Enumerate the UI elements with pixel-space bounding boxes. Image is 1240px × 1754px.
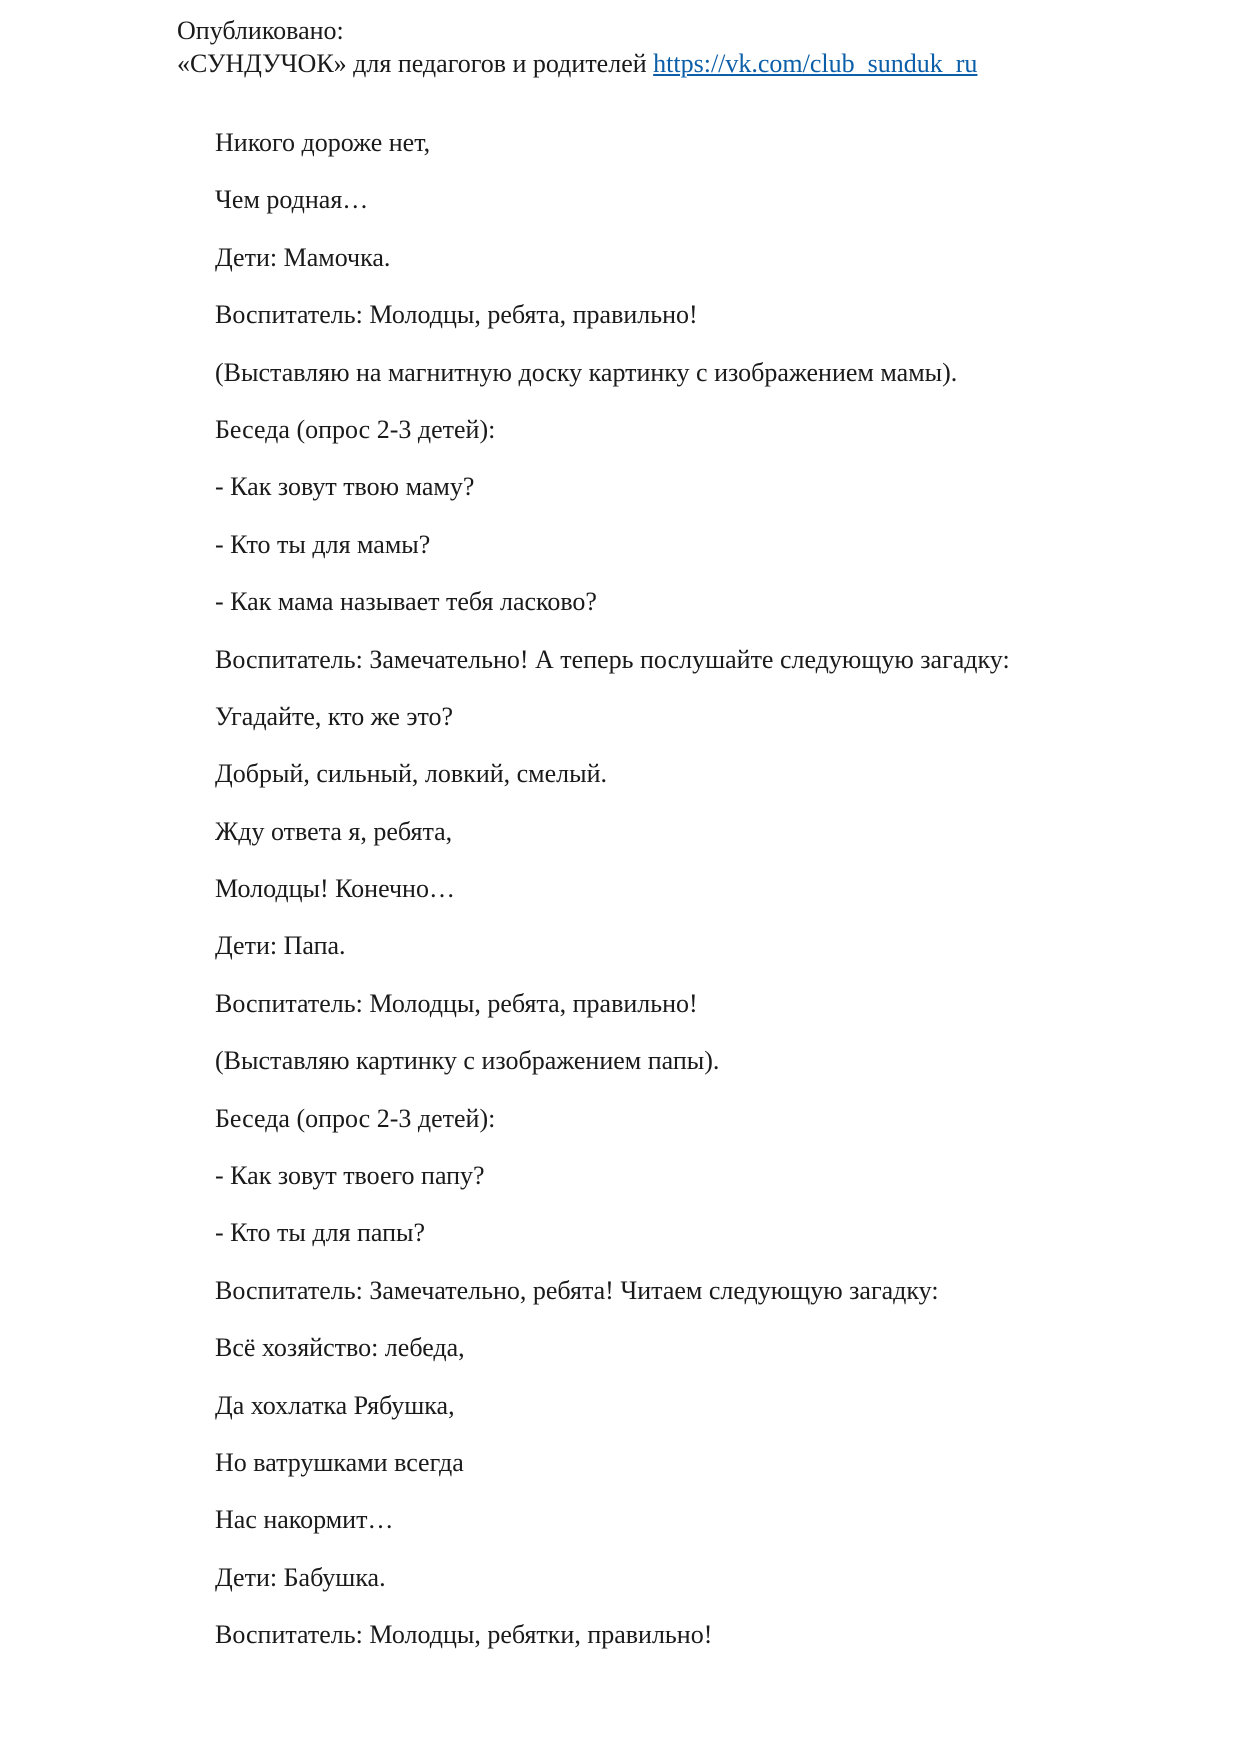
text-line: - Как зовут твою маму? bbox=[215, 472, 475, 502]
text-line: Добрый, сильный, ловкий, смелый. bbox=[215, 759, 608, 789]
publication-header bbox=[177, 14, 977, 80]
text-line: - Кто ты для мамы? bbox=[215, 529, 431, 559]
text-line: Угадайте, кто же это? bbox=[215, 701, 454, 731]
source-link[interactable]: https://vk.com/club_sunduk_ru bbox=[653, 49, 978, 78]
text-line: - Как зовут твоего папу? bbox=[215, 1161, 485, 1191]
text-line: Беседа (опрос 2-3 детей): bbox=[215, 1103, 496, 1133]
text-line: - Как мама называет тебя ласково? bbox=[215, 587, 597, 617]
text-line: Воспитатель: Молодцы, ребята, правильно! bbox=[215, 300, 698, 330]
text-line: (Выставляю картинку с изображением папы). bbox=[215, 1046, 720, 1076]
text-line: Нас накормит… bbox=[215, 1505, 394, 1535]
text-line: Молодцы! Конечно… bbox=[215, 874, 455, 904]
text-line: Всё хозяйство: лебеда, bbox=[215, 1333, 465, 1363]
text-line: - Кто ты для папы? bbox=[215, 1218, 426, 1248]
text-line: Чем родная… bbox=[215, 185, 369, 215]
text-line: Да хохлатка Рябушка, bbox=[215, 1390, 455, 1420]
text-line: Беседа (опрос 2-3 детей): bbox=[215, 414, 496, 444]
source-text: «СУНДУЧОК» для педагогов и родителей bbox=[177, 49, 647, 78]
text-line: Воспитатель: Замечательно! А теперь послушайте следующую загадку: bbox=[215, 644, 1010, 674]
text-line: Дети: Бабушка. bbox=[215, 1562, 386, 1592]
published-label: Опубликовано: bbox=[177, 16, 344, 45]
text-line: Воспитатель: Молодцы, ребята, правильно! bbox=[215, 988, 698, 1018]
text-line: Дети: Мамочка. bbox=[215, 242, 391, 272]
text-line: Жду ответа я, ребята, bbox=[215, 816, 453, 846]
source-line bbox=[177, 47, 977, 80]
text-line: Дети: Папа. bbox=[215, 931, 346, 961]
text-line: Но ватрушками всегда bbox=[215, 1447, 464, 1477]
text-line: Воспитатель: Замечательно, ребята! Читаем следующую загадку: bbox=[215, 1275, 939, 1305]
text-line: (Выставляю на магнитную доску картинку с изображением мамы). bbox=[215, 357, 958, 387]
text-line: Воспитатель: Молодцы, ребятки, правильно! bbox=[215, 1620, 713, 1650]
text-line: Никого дороже нет, bbox=[215, 128, 431, 157]
document-body bbox=[215, 114, 1010, 1664]
